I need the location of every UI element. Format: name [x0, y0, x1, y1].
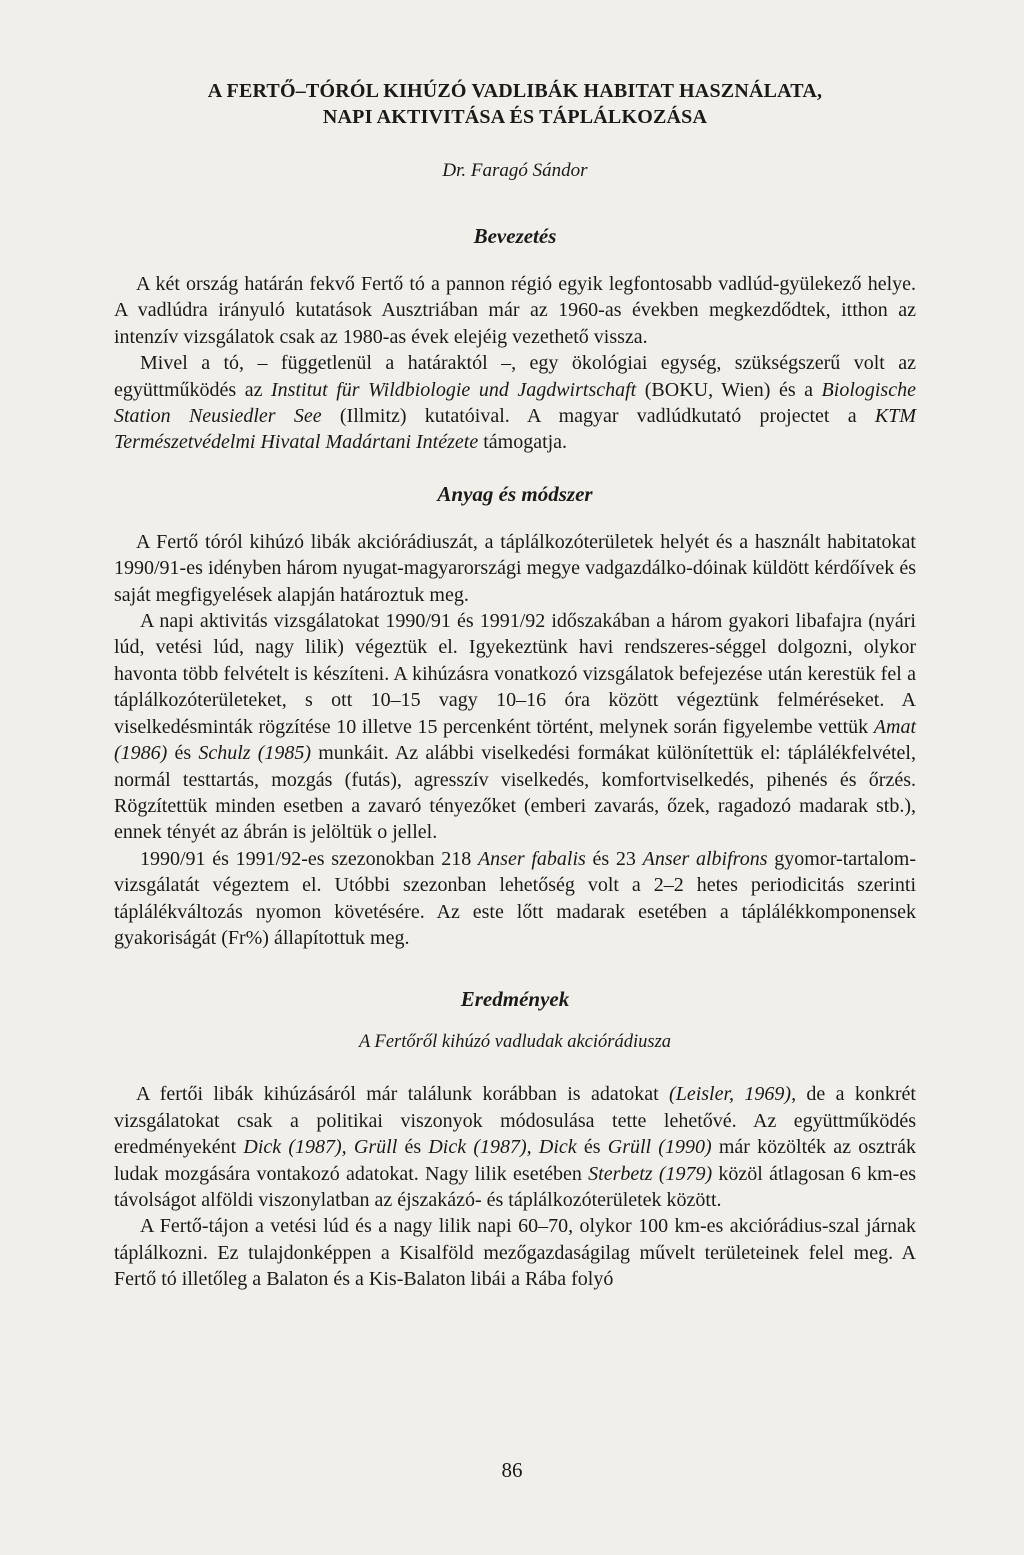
paragraph-anyag-3: [114, 846, 916, 952]
text-run: és: [397, 1136, 429, 1159]
italic-citation: Grüll (1990): [607, 1136, 712, 1159]
paragraph-anyag-1: A Fertő tóról kihúzó libák akciórádiuszát, a táplálkozóterületek helyét és a használt habitatokat 1990/91-es idényben három nyugat-magyarországi megye vadgazdálko-dóinak küldött kérdőívek és saját megfigyelések alapján határoztuk meg.: [114, 530, 916, 606]
italic-species: Anser fabalis: [477, 847, 586, 870]
text-run: munkáit. Az alábbi viselkedési formákat különítettük el: táplálékfelvétel, normál testtartás, mozgás (futás), agresszív viselkedés, komfortviselkedés, pihenés és őrzés. Rögzítettük minden esetben a zavaró tényezőket (emberi zavarás, őzek, ragadozó madarak stb.), ennek tényét az ábrán is jelöltük o jellel.: [114, 742, 916, 844]
paragraph-eredmenyek-2: A Fertő-tájon a vetési lúd és a nagy lilik napi 60–70, olykor 100 km-es akciórádius-szal járnak táplálkozni. Ez tulajdonképpen a Kisalföld mezőgazdaságilag művelt területeinek felel meg. A Fertő tó illetőleg a Balaton és a Kis-Balaton libái a Rába folyó: [114, 1215, 916, 1291]
article-title: [114, 78, 916, 130]
italic-citation: Dick (1987), Grüll: [243, 1136, 398, 1159]
text-run: gyomor-tartalom-vizsgálatát végeztem el. Utóbbi szezonban lehetőség volt a 2–2 hetes periodicitás szerinti táplálékváltozás nyomon követésére. Az este lőtt madarak esetében a táplálékkomponensek gyakoriságát (Fr%) állapítottuk meg.: [114, 847, 916, 949]
italic-citation: Dick (1987), Dick: [428, 1136, 577, 1159]
italic-citation: (Leisler, 1969),: [669, 1083, 797, 1106]
text-run: (BOKU, Wien) és a: [636, 378, 822, 401]
article-title-line-2: NAPI AKTIVITÁSA ÉS TÁPLÁLKOZÁSA: [322, 106, 708, 128]
article-title-line-1: A FERTŐ–TÓRÓL KIHÚZÓ VADLIBÁK HABITAT HASZNÁLATA,: [207, 80, 823, 102]
text-run: és: [576, 1136, 608, 1159]
text-run: (Illmitz) kutatóival. A magyar vadlúdkutató projectet a: [321, 405, 875, 428]
paragraph-bevezetes-1: A két ország határán fekvő Fertő tó a pannon régió egyik legfontosabb vadlúd-gyülekező helye. A vadlúdra irányuló kutatások Ausztriában már az 1960-as években megkezdődtek, itthon az intenzív vizsgálatok csak az 1980-as évek elejéig vezethető vissza.: [114, 273, 916, 348]
italic-institution: KTM Természetvédelmi Hivatal Madártani Intézete: [114, 405, 917, 454]
text-run: már közölték az osztrák ludak mozgására vontakozó adatokat. Nagy lilik esetében: [114, 1136, 916, 1185]
paragraph-anyag-2: [114, 608, 916, 846]
text-run: 1990/91 és 1991/92-es szezonokban 218: [140, 847, 478, 870]
subheading-akcioradiusz: A Fertőről kihúzó vadludak akciórádiusza: [358, 1032, 672, 1053]
text-run: és 23: [585, 847, 643, 870]
heading-anyag-es-modszer: Anyag és módszer: [437, 481, 593, 506]
heading-eredmenyek: Eredmények: [460, 987, 570, 1012]
italic-institution: Institut für Wildbiologie und Jagdwirtschaft: [271, 378, 637, 401]
text-run: és: [167, 742, 199, 765]
paragraph-eredmenyek-1: [114, 1081, 916, 1213]
italic-species: Anser albifrons: [642, 847, 768, 870]
text-run: de a konkrét vizsgálatokat csak a politikai viszonyok módosulása tette lehetővé. Az együttműködés eredményeként: [114, 1083, 916, 1159]
text-run: közöl átlagosan 6 km-es távolságot alföldi viszonylatban az éjszakázó- és táplálkozóterületek között.: [114, 1162, 916, 1211]
text-run: Mivel a tó, – függetlenül a határaktól –, egy ökológiai egység, szükségszerű volt az együttműködés az: [114, 352, 916, 401]
page-number: 86: [501, 1458, 523, 1482]
italic-citation: Sterbetz (1979): [588, 1162, 713, 1185]
italic-citation: Amat (1986): [114, 715, 916, 765]
text-run: A fertői libák kihúzásáról már találunk korábban is adatokat: [136, 1083, 670, 1106]
italic-citation: Schulz (1985): [198, 742, 312, 765]
author: Dr. Faragó Sándor: [442, 160, 588, 181]
heading-bevezetes: Bevezetés: [473, 224, 557, 248]
italic-institution: Biologische Station Neusiedler See: [114, 378, 916, 428]
text-run: A napi aktivitás vizsgálatokat 1990/91 és 1991/92 időszakában a három gyakori libafajra (nyári lúd, vetési lúd, nagy lilik) végeztük el. Igyekeztünk havi rendszeres-séggel dolgozni, olykor havonta több felvételt is készíteni. A kihúzásra vonatkozó vizsgálatok befejezése után kerestük fel a táplálkozóterületeket, s ott 10–15 vagy 10–16 óra között végeztünk felméréseket. A viselkedésminták rögzítése 10 illetve 15 percenként történt, melynek során figyelembe vettük: [114, 610, 916, 738]
paragraph-bevezetes-2: [114, 350, 916, 456]
text-run: támogatja.: [478, 431, 568, 454]
